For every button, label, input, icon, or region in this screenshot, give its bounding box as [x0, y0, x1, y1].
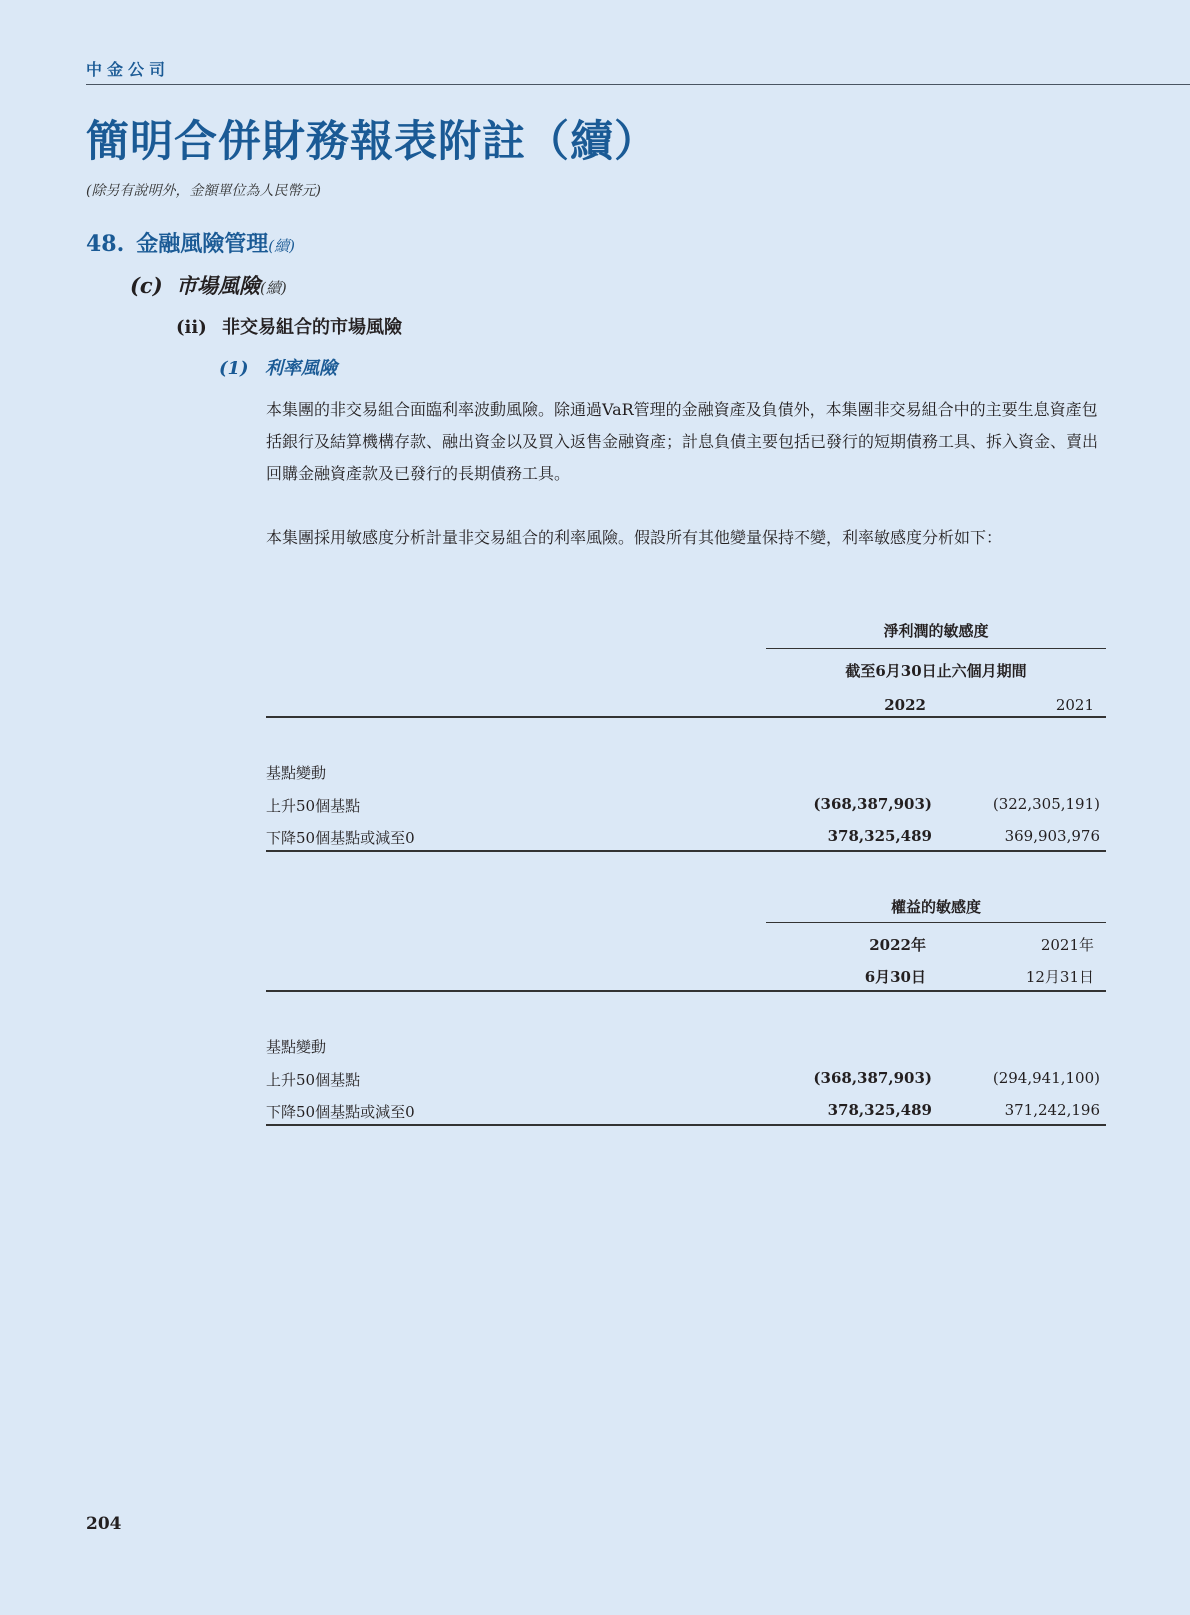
table1-header-rule: [766, 648, 1106, 649]
table1-row-label: 上升50個基點: [266, 797, 361, 815]
net-profit-sensitivity-table: [266, 620, 1106, 860]
header-rule: [86, 84, 1190, 85]
subsection-ii-title: 非交易組合的市場風險: [222, 317, 402, 338]
section-title: 金融風險管理: [136, 231, 269, 257]
table1-header: 淨利潤的敏感度: [883, 622, 989, 640]
table1-header-bottom-rule: [266, 716, 1106, 718]
page-title: 簡明合併財務報表附註（續）: [86, 117, 658, 167]
company-name: 中金公司: [86, 60, 171, 79]
subsection-c-cont: (續): [260, 279, 287, 297]
table1-group-label: 基點變動: [266, 764, 327, 782]
table1-col-2022: 2022: [884, 696, 926, 714]
table2-col-2021-date: 12月31日: [1025, 968, 1094, 986]
table2-group-label: 基點變動: [266, 1038, 327, 1056]
subsection-1-title: 利率風險: [265, 358, 337, 379]
table2-col-2022-date: 6月30日: [864, 968, 926, 986]
table2-header: 權益的敏感度: [890, 898, 981, 916]
section-48-heading: [86, 227, 295, 258]
table2-bottom-rule: [266, 1124, 1106, 1126]
table2-header-rule: [766, 922, 1106, 923]
table1-row-value-2022: 378,325,489: [827, 827, 932, 845]
paragraph-1: 本集團的非交易組合面臨利率波動風險。除通過VaR管理的金融資產及負債外，本集團非交易組合中的主要生息資產包括銀行及結算機構存款、融出資金以及買入返售金融資產；計息負債主要包括已發行的短期債務工具、拆入資金、賣出回購金融資產款及已發行的長期債務工具。: [266, 400, 1099, 483]
section-number: 48.: [86, 231, 125, 257]
table2-row-label: 下降50個基點或減至0: [266, 1103, 415, 1121]
table2-row-value-2022: (368,387,903): [813, 1069, 932, 1087]
subsection-ii-heading: [176, 313, 402, 339]
subsection-c-label: (c): [130, 273, 163, 298]
paragraph-2: 本集團採用敏感度分析計量非交易組合的利率風險。假設所有其他變量保持不變，利率敏感度分析如下：: [266, 528, 1003, 547]
table2-row-value-2022: 378,325,489: [827, 1101, 932, 1119]
equity-sensitivity-table: [266, 896, 1106, 1136]
table1-row-value-2021: (322,305,191): [992, 795, 1100, 813]
subsection-1-heading: [219, 354, 337, 380]
table1-row-value-2021: 369,903,976: [1004, 827, 1100, 845]
table2-header-bottom-rule: [266, 990, 1106, 992]
subsection-1-label: (1): [219, 358, 249, 379]
table1-col-2021: 2021: [1055, 696, 1094, 714]
subsection-c-title: 市場風險: [176, 273, 260, 298]
table2-row-label: 上升50個基點: [266, 1071, 361, 1089]
table2-row-value-2021: 371,242,196: [1004, 1101, 1100, 1119]
table1-row-value-2022: (368,387,903): [813, 795, 932, 813]
section-cont: (續): [268, 237, 296, 255]
page-number: 204: [86, 1514, 122, 1534]
table2-col-2022-year: 2022年: [869, 936, 926, 954]
subsection-ii-label: (ii): [176, 317, 207, 338]
subsection-c-heading: [130, 270, 287, 300]
table1-subheader: 截至6月30日止六個月期間: [845, 662, 1027, 680]
page-subtitle: (除另有說明外，金額單位為人民幣元): [86, 183, 321, 199]
table2-col-2021-year: 2021年: [1040, 936, 1094, 954]
table2-row-value-2021: (294,941,100): [992, 1069, 1100, 1087]
table1-bottom-rule: [266, 850, 1106, 852]
table1-row-label: 下降50個基點或減至0: [266, 829, 415, 847]
